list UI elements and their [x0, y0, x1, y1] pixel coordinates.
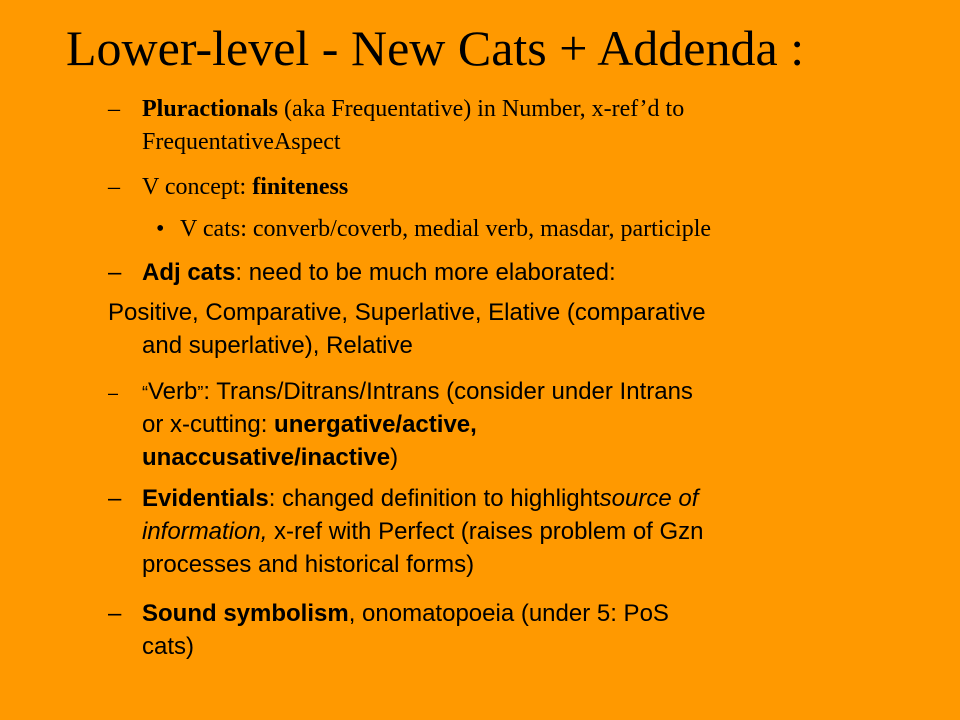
term-verb: Verb	[148, 378, 198, 405]
item-sound-line1	[108, 599, 669, 629]
subitem-vcats	[156, 214, 711, 245]
dash-marker: –	[108, 174, 120, 200]
item-positive-line1: Positive, Comparative, Superlative, Elative (comparative	[108, 299, 706, 326]
term-evidentials: Evidentials	[142, 485, 269, 512]
item-text: V concept:	[142, 174, 253, 200]
item-sound-line2: cats)	[142, 633, 195, 660]
close-quote: ”	[197, 383, 204, 403]
item-text: : need to be much more elaborated:	[235, 259, 616, 286]
item-adj-cats	[108, 258, 616, 288]
term-unergative: unergative/active,	[274, 411, 477, 438]
item-evidentials-line2	[142, 517, 704, 547]
term-adj-cats: Adj cats	[142, 259, 236, 286]
item-evidentials-line3: processes and historical forms)	[142, 551, 475, 578]
item-text: (aka Frequentative) in Number, x-ref’d to	[278, 96, 685, 122]
term-finiteness: finiteness	[252, 174, 349, 200]
item-text: : changed definition to highlight	[268, 485, 600, 512]
item-text: )	[390, 444, 399, 471]
item-verb-line1	[108, 377, 693, 408]
item-pluractionals-line1	[108, 94, 684, 125]
item-text: , onomatopoeia (under 5: PoS	[348, 600, 669, 627]
slide-title: Lower-level - New Cats + Addenda :	[66, 20, 805, 76]
item-verb-line3	[142, 443, 398, 473]
term-sound-symbolism: Sound symbolism	[142, 600, 349, 627]
item-text: or x-cutting:	[142, 411, 275, 438]
item-verb-line2	[142, 410, 477, 440]
item-text: x-ref with Perfect (raises problem of Gzn	[267, 518, 704, 545]
item-evidentials-line1	[108, 484, 698, 514]
dash-marker: –	[108, 259, 122, 286]
term-unaccusative: unaccusative/inactive	[142, 444, 391, 471]
dash-marker: –	[108, 383, 119, 403]
item-pluractionals-line2: FrequentativeAspect	[142, 129, 341, 155]
term-pluractionals: Pluractionals	[142, 96, 278, 122]
dash-marker: –	[108, 96, 120, 122]
bullet-marker: •	[156, 216, 165, 242]
item-text: : Trans/Ditrans/Intrans (consider under Intrans	[203, 378, 693, 405]
italic-source-of: source of	[599, 485, 699, 512]
item-positive-line2: and superlative), Relative	[142, 332, 413, 359]
item-text: V cats: converb/coverb, medial verb, masdar, participle	[180, 216, 712, 242]
dash-marker: –	[108, 485, 122, 512]
dash-marker: –	[108, 600, 122, 627]
item-vconcept	[108, 172, 348, 203]
italic-information: information,	[142, 518, 268, 545]
open-quote: “	[142, 383, 148, 403]
